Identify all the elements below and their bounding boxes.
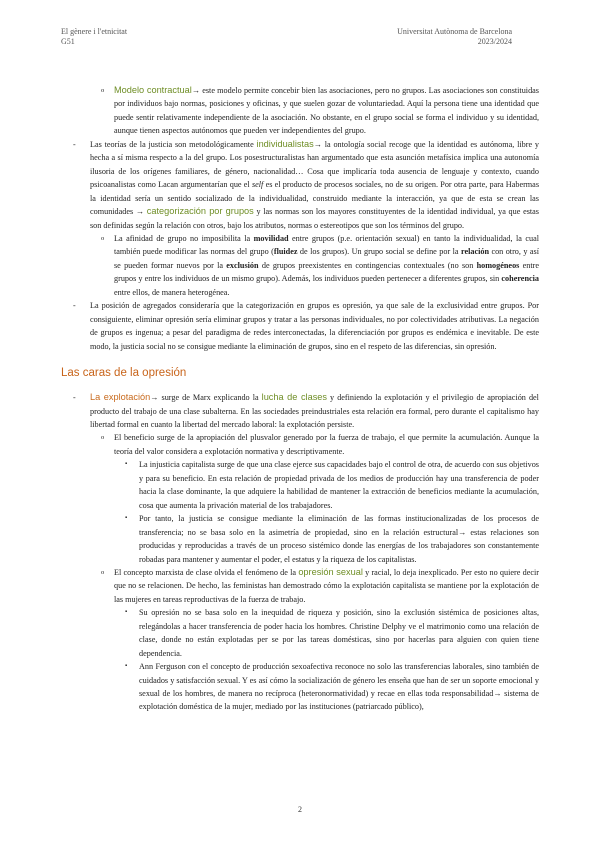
square-bullet: ▪ [125,663,128,670]
paragraph-teorias-justicia: - Las teorías de la justicia son metodológicamente individualistas→ la ontología social recoge que la identidad es autónoma, libre y hecha a sí misma respecto a la del grupo. Los posestructuralistas han argumentado que esta asunción metafísica implica una autonomía ilusoria de los orígenes familiares, de género, nacionalidad… Cosa que implicaría toda ausencia de lenguaje y contexto, cuando psicoanalistas como Lacan argumentarían que el self es el producto de procesos sociales, no de su origen. Por otra parte, para Habermas la identidad sería un sentido socializado de la individualidad, construido mediante la interacción, ya que de esta se crean las comunidades → categorización por grupos y las normas son los mayores constituyentes de la identidad individual, ya que estas son definidas según la relación con otros, bajo los atributos, normas o estereotipos que son los términos del grupo. [73,138,540,230]
header-left [61,27,127,47]
circle-bullet: o [101,568,105,576]
italic-self: self [251,180,264,190]
paragraph-afinidad-grupo: o La afinidad de grupo no imposibilita la movilidad entre grupos (p.e. orientación sexual) en tanto la individualidad, la cual también puede modificar las normas del grupo (fluidez de los grupos). Un grupo social se define por la relación con otro, y así se pueden formar nuevos por la exclusión de grupos preexistentes en contingencias contextuales (no son homogéneos entre grupos y entre los individuos de un mismo grupo). Además, los individuos pueden pertenecer a diferentes grupos, sin coherencia entre ellos, de manera heterogénea. [101,233,540,297]
square-bullet: ▪ [125,609,128,616]
paragraph-explotacion: - La explotación→ surge de Marx explicando la lucha de clases y definiendo la explotación y el privilegio de apropiación del producto del trabajo de una clase subalterna. En las sociedades preindustriales esta relación era formal, pero durante el capitalismo hay libertad formal en cuanto la libertad del mercado laboral: la explotación persiste. [73,392,539,429]
square-bullet: ▪ [125,461,128,468]
highlight-categorizacion: categorización por grupos [146,206,254,217]
paragraph-beneficio: o El beneficio surge de la apropiación del plusvalor generado por la fuerza de trabajo, el que permite la acumulación. Aunque la teoría del valor considera a explotación normativa y descriptivamente. [101,433,539,456]
circle-bullet: o [101,234,105,242]
header-course-title: El gènere i l'etnicitat [61,27,128,36]
highlight-individualistas: individualistas [256,138,314,149]
circle-bullet: o [101,434,105,442]
header-university: Universitat Autònoma de Barcelona [397,27,512,36]
section-heading: Las caras de la opresión [61,367,187,380]
highlight-lucha-clases: lucha de clases [261,392,327,403]
header-group-code: G51 [61,37,75,46]
square-bullet: ▪ [125,515,128,522]
circle-bullet: o [101,87,105,94]
highlight-opresion-sexual: opresión sexual [298,566,363,577]
page-number: 2 [298,805,302,814]
paragraph-ann-ferguson: ▪ Ann Ferguson con el concepto de producción sexoafectiva reconoce no solo las transferencias laborales, sino también de cuidados y satisfacción sexual. Y es así cómo la socialización de género les enseña que han de ser un soporte emocional y sexual de los hombres, de manera no recíproca (heteronormatividad) y recae en ellas toda responsabilidad→ sistema de explotación doméstica de la mujer, mediado por las instituciones (patriarcado público), [125,662,539,712]
document-body [61,84,539,714]
paragraph-injusticia-capitalista: ▪ La injusticia capitalista surge de que una clase ejerce sus capacidades bajo el control de otra, de acuerdo con sus objetivos y para su beneficio. En esta relación de propiedad privada de los medios de producción hay una transferencia de poder hacia la clase dominante, la que adquiere la habilidad de mantener la extracción de beneficios mediante la acumulación, cosa que aumenta la privación material de los trabajadores. [125,460,539,510]
dash-bullet: - [73,301,76,311]
paragraph-su-opresion: ▪ Su opresión no se basa solo en la inequidad de riqueza y posición, sino la exclusión sistémica de posiciones altas, relegándolas a hacer transferencia de poder hacia los hombres. Christine Delphy ve el matrimonio como una relación de clase, donde no están explotadas per se por las tareas domésticas, sino por hacerlas para alguien con quien tiene dependencia. [125,608,539,658]
header-academic-year: 2023/2024 [477,37,512,46]
dash-bullet: - [73,139,76,149]
paragraph-por-tanto: ▪ Por tanto, la justicia se consigue mediante la eliminación de las formas institucionalizadas de los procesos de transferencia; no se basa solo en la asimetría de propiedad, sino en la relación estructural→ estas relaciones son producidas y reproducidas a través de un proceso sistémico donde las energías de los trabajadores son constantemente robadas para mantener y aumentar el poder, el estatus y la riqueza de los capitalistas. [125,514,539,564]
paragraph-posicion-agregados: - La posición de agregados consideraría que la categorización en grupos es opresión, ya que sale de la exclusividad entre grupos. Por consiguiente, eliminar opresión sería eliminar grupos y tratar a las personas individuales, no por colectividades atributivas. La negación de grupos es ingenua; a pesar del paradigma de redes interconectadas, la diferenciación por grupos es endémica e inevitable. De este modo, la justicia social no se consigue mediante la eliminación de grupos, sino en el respeto de las diferencias, sin opresión. [73,301,539,351]
highlight-modelo-contractual: Modelo contractual [114,85,192,95]
paragraph-concepto-marxista: o El concepto marxista de clase olvida el fenómeno de la opresión sexual y racial, lo deja inexplicado. Per esto no quiere decir que no se relacionen. De hecho, las feministas han demostrado cómo la explotación capitalista se mantiene por la explotación de las mujeres en tareas reproductivas de la fuerza de trabajo. [101,566,539,604]
header-right [397,27,512,47]
highlight-la-explotacion: La explotación [90,392,151,403]
dash-bullet: - [73,393,76,403]
paragraph-modelo-contractual: o Modelo contractual→ este modelo permite concebir bien las asociaciones, pero no grupos. Las asociaciones son constituidas por individuos bajo normas, posiciones y oficinas, y que suelen gozar de voluntariedad. Aquí la persona tiene una identidad que puede sentir relativamente independiente de la asociación. No obstante, en el grupo social se forma el individuo y su identidad, aunque tienen aspectos autónomos que pueden ver independientes del grupo. [101,85,539,136]
